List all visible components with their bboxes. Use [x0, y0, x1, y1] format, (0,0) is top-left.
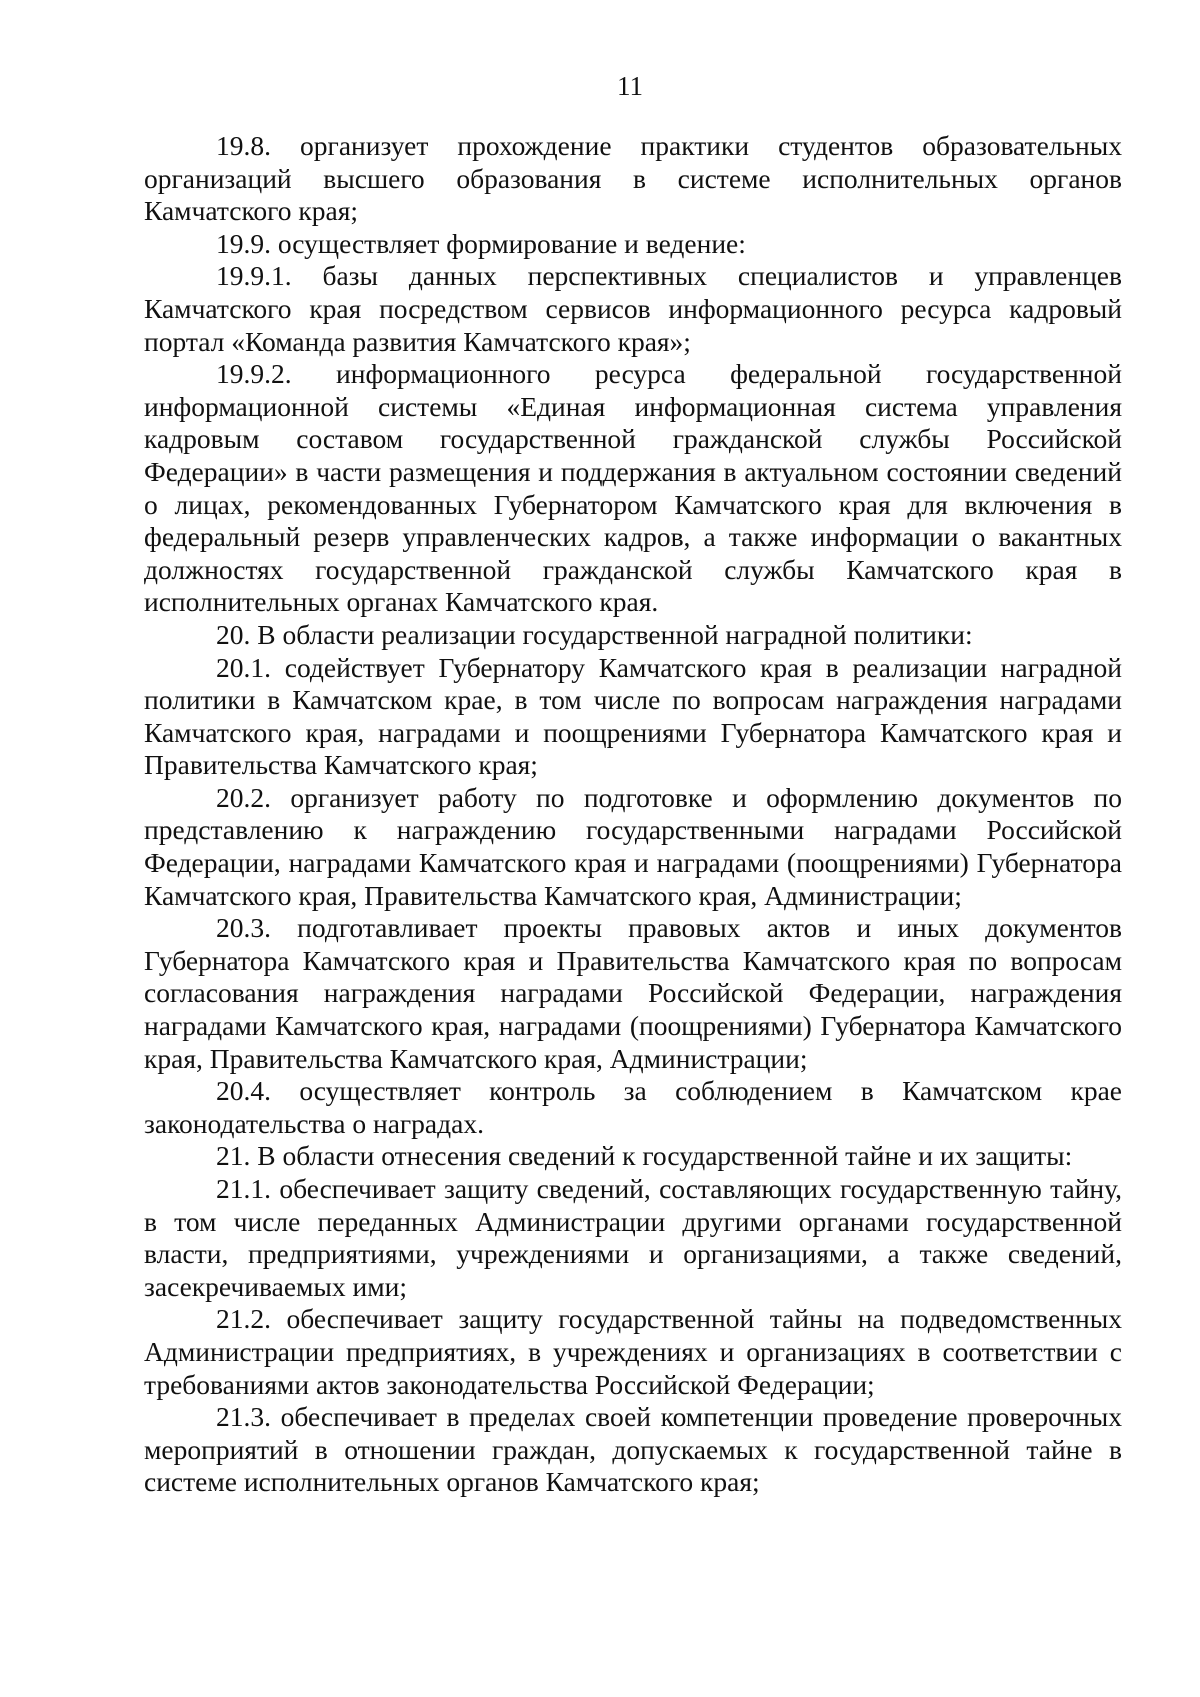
- page-number: 11: [617, 71, 643, 101]
- paragraph-21-3: 21.3. обеспечивает в пределах своей компетенции проведение проверочных мероприятий в отношении граждан, допускаемых к государственной тайне в системе исполнительных органов Камчатского края;: [144, 1401, 1122, 1498]
- paragraph-21-2: 21.2. обеспечивает защиту государственной тайны на подведомственных Администрации предприятиях, в учреждениях и организациях в соответствии с требованиями актов законодательства Российской Федерации;: [144, 1303, 1122, 1400]
- paragraph-19-8: 19.8. организует прохождение практики студентов образовательных организаций высшего образования в системе исполнительных органов Камчатского края;: [144, 130, 1122, 227]
- paragraph-20-4: 20.4. осуществляет контроль за соблюдением в Камчатском крае законодательства о наградах.: [144, 1075, 1122, 1139]
- paragraph-19-9-1: 19.9.1. базы данных перспективных специалистов и управленцев Камчатского края посредством сервисов информационного ресурса кадровый портал «Команда развития Камчатского края»;: [144, 260, 1122, 357]
- document-body: [144, 130, 1122, 1499]
- paragraph-20-1: 20.1. содействует Губернатору Камчатского края в реализации наградной политики в Камчатском крае, в том числе по вопросам награждения наградами Камчатского края, наградами и поощрениями Губернатора Камчатского края и Правительства Камчатского края;: [144, 651, 1122, 781]
- paragraph-21: 21. В области отнесения сведений к государственной тайне и их защиты:: [216, 1140, 1073, 1172]
- paragraph-20-2: 20.2. организует работу по подготовке и оформлению документов по представлению к награждению государственными наградами Российской Федерации, наградами Камчатского края и наградами (поощрениями) Губернатора Камчатского края, Правительства Камчатского края, Администрации;: [144, 781, 1122, 911]
- paragraph-19-9-2: 19.9.2. информационного ресурса федеральной государственной информационной системы «Единая информационная система управления кадровым составом государственной гражданской службы Российской Федерации» в части размещения и поддержания в актуальном состоянии сведений о лицах, рекомендованных Губернатором Камчатского края для включения в федеральный резерв управленческих кадров, а также информации о вакантных должностях государственной гражданской службы Камчатского края в исполнительных органах Камчатского края.: [144, 358, 1122, 618]
- paragraph-21-1: 21.1. обеспечивает защиту сведений, составляющих государственную тайну, в том числе переданных Администрации другими органами государственной власти, предприятиями, учреждениями и организациями, а также сведений, засекречиваемых ими;: [144, 1173, 1122, 1302]
- paragraph-19-9: 19.9. осуществляет формирование и ведение:: [216, 227, 746, 259]
- paragraph-20: 20. В области реализации государственной наградной политики:: [216, 618, 973, 650]
- paragraph-20-3: 20.3. подготавливает проекты правовых актов и иных документов Губернатора Камчатского края и Правительства Камчатского края по вопросам согласования награждения наградами Российской Федерации, награждения наградами Камчатского края, наградами (поощрениями) Губернатора Камчатского края, Правительства Камчатского края, Администрации;: [144, 912, 1122, 1074]
